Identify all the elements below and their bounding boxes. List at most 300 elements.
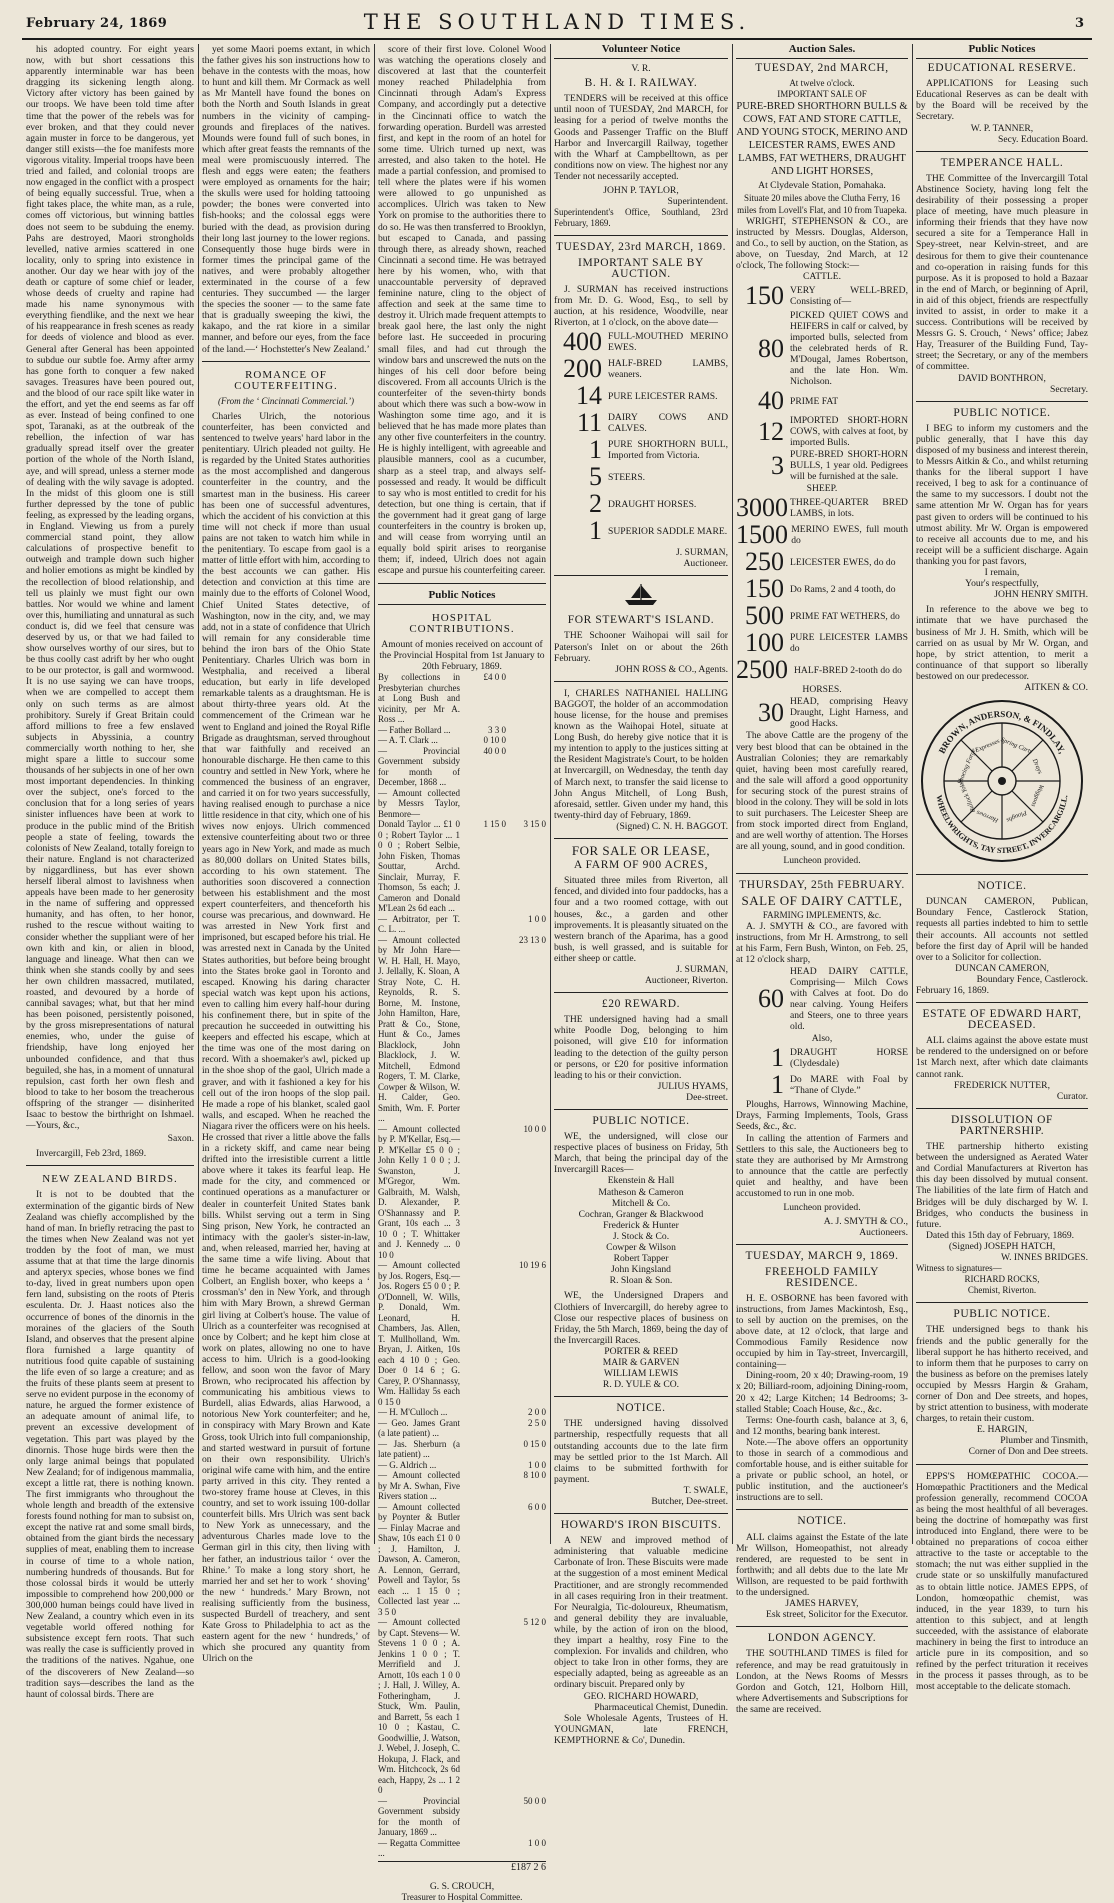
- subscription-row: [378, 1260, 546, 1407]
- notice-body: ALL claims against the Estate of the late Mr Willson, Homeopathist, not already rendered, are requested to be sent in forthwith; and all debts due to the late Mr Willson, are requested to be paid forthwith to the undersigned.: [736, 1531, 908, 1599]
- divider: [916, 1002, 1088, 1003]
- lot-description: HALF-BRED 2-tooth do do: [794, 664, 902, 676]
- license-notice: I, CHARLES NATHANIEL HALLING BAGGOT, the holder of an accommodation house license, for the house and premises known as the Waihopai Hotel, situate at Long Bush, do hereby give notice that it is my intention to apply to the justices sitting at the Resident Magistrate's Court, to be holden at Invercargill, on Wednesday, the tenth day of March next, to transfer the said license to John Angus Mitchell, of Long Bush, aforesaid, settler. Given under my hand, this twenty-third day of February, 1869.: [554, 687, 728, 821]
- lot-description: DAIRY COWS AND CALVES.: [608, 412, 728, 435]
- sale-lot: [736, 495, 908, 521]
- subscription-amount: [460, 1470, 506, 1502]
- lot-quantity: 1: [771, 1070, 784, 1100]
- notice-place-date: Superintendent's Office, Southland, 23rd February, 1869.: [554, 207, 728, 229]
- divider: [916, 1464, 1088, 1465]
- notice-signature-title: Auctioneer, Riverton.: [644, 975, 728, 987]
- sale-date: THURSDAY, 25th FEBRUARY.: [739, 878, 905, 891]
- sale-directions: Situate 20 miles above the Clutha Ferry, 16 miles from Lovell's Flat, and 10 from Tuapeka.: [737, 193, 907, 215]
- column-3: [374, 44, 550, 1902]
- subscription-item: — Amount collected by Messrs Taylor, Benmore—: [378, 787, 460, 819]
- auctioneer-name: J. SURMAN,: [676, 547, 728, 559]
- divider: [202, 361, 370, 362]
- notice-heading: FOR STEWART'S ISLAND.: [567, 614, 715, 627]
- sale-time: At twelve o'clock.: [789, 78, 855, 89]
- sale-implements: Ploughs, Harrows, Winnowing Machine, Drays, Farming Implements, Tools, Grass Seeds, &c., &c.: [736, 1099, 908, 1133]
- column-5: [732, 43, 912, 1715]
- sale-lot: [736, 1072, 908, 1098]
- notice-body: Situated three miles from Riverton, all fenced, and divided into four paddocks, has a four and a two roomed cottage, with out houses, &c., a garden and other improvements. It is pleasantly situated on the western branch of the Aparima, has a good bush, is well grassed, and is suitable for either sheep or cattle.: [554, 875, 728, 964]
- logo-bottom-text: WHEELWRIGHTS, TAY STREET, INVERCARGILL.: [934, 794, 1070, 856]
- column-6: [912, 43, 1092, 1693]
- notice-signature: G. S. CROUCH,: [429, 1880, 495, 1892]
- subscription-subtotal: 1 0 0: [528, 1459, 546, 1470]
- sale-lot: [736, 388, 908, 414]
- subscription-row: [378, 1407, 546, 1418]
- notice-heading: HOSPITAL CONTRIBUTIONS.: [409, 611, 515, 635]
- notice-heading: EDUCATIONAL RESERVE.: [927, 62, 1077, 75]
- subscription-row: [378, 1124, 546, 1261]
- lot-description: DRAUGHT HORSES.: [608, 498, 697, 510]
- notice-signature: JAMES HARVEY,: [785, 1598, 859, 1610]
- sale-lot: [736, 603, 908, 629]
- lot-quantity: 200: [563, 354, 602, 384]
- subscription-row: [378, 1439, 546, 1460]
- subscription-item: By collections in Presbyterian churches at Long Bush and vicinity, per Mr A. Ross ...: [378, 672, 460, 725]
- lot-quantity: 40: [758, 386, 784, 416]
- lot-description: THREE-QUARTER BRED LAMBS, in lots.: [790, 497, 908, 520]
- notice-heading: NOTICE.: [977, 880, 1027, 893]
- lot-quantity: 30: [758, 697, 784, 727]
- divider: [554, 575, 728, 576]
- notice-signature-title: Butcher, Dee-street.: [651, 1496, 728, 1507]
- divider: [916, 1302, 1088, 1303]
- notice-signature: JOHN P. TAYLOR,: [603, 185, 679, 197]
- notice-body: THE Schooner Waihopai will sail for Paterson's Inlet on or about the 26th February.: [554, 630, 728, 664]
- subscription-item: — Amount collected by Jos. Rogers, Esq.— Jos. Rogers £5 0 0 ; P. O'Donnell, W. Wills, P. Donald, Wm. Leonard, H. Chambers, Jas. Allen, T. Mullholland, Wm. Bryan, J. Aitken, 10s each 4 10 0 ; Geo. Doer 0 14 6 ; G. Carey, P. O'Shannassy, Wm. Halliday 5s each 0 15 0: [378, 1260, 461, 1407]
- lot-quantity: 100: [745, 628, 784, 658]
- divider: [554, 235, 728, 236]
- wheelwright-wheel-logo: [916, 697, 1088, 868]
- subscription-item: — Amount collected by Capt. Stevens— W. Stevens 1 0 0 ; A. Jenkins 1 0 0 ; T. Merrifield and J. Arnott, 10s each 1 0 0 ; J. Hall, J. Willey, A. Fotheringham, J. Stuck, Wm. Paulin, and Barrett, 5s each 1 10 0 ; Kastau, C. Goodwillie, J. Watson, J. Webel, J. Joseph, C. Hokupa, J. Flack, and Wm. Hitchcock, 2s 6d each, Happy, 2s ... 1 2 0: [378, 1617, 460, 1796]
- subscription-amount: [460, 1439, 506, 1460]
- divider: [554, 1109, 728, 1110]
- subscription-item: Donald Taylor ... £1 0 0 ; Robert Taylor ... 1 0 0 ; Robert Selbie, John Fisken, Thomas Souttar, Archd. Sinclair, Murray, F. Thomson, 5s each; J. Cameron and Donald M'Lean 2s 6d each ...: [378, 819, 460, 914]
- notice-body: THE undersigned having dissolved partnership, respectfully requests that all outstanding accounts due to the late firm may be settled prior to the 1st March. All claims to be submitted forthwith for payment.: [554, 1418, 728, 1485]
- issue-date: February 24, 1869: [26, 16, 168, 31]
- subscription-subtotal: 0 15 0: [523, 1438, 546, 1449]
- notice-heading: TEMPERANCE HALL.: [940, 156, 1064, 169]
- sale-terms: Terms: One-fourth cash, balance at 3, 6, and 12 months, bearing bank interest.: [736, 1414, 908, 1437]
- signatory-name: Frederick & Hunter: [603, 1219, 679, 1231]
- advert-body: A NEW and improved method of administering that valuable medicine Carbonate of Iron. These Biscuits were made at the suggestion of a most eminent Medical Practitioner, and are strongly recommended in all cases requiring Iron in their treatment. For Neuralgia, Tic-doloureux, Rheumatism, and general debility they are invaluable, while, by the action of iron on the blood, they impart a healthy, rosy Fine to the complexion. For invalids and children, who object to take Iron in other forms, they are especially adapted, being as agreeable as an ordinary biscuit. Prepared only by: [554, 1535, 728, 1691]
- lot-description: PRIME FAT: [790, 395, 839, 407]
- subscription-item: — Geo. James Grant (a late patient) ...: [378, 1417, 460, 1439]
- signatory-name: Ekenstein & Hall: [607, 1175, 675, 1187]
- logo-spoke-label: Waggons: [1029, 783, 1045, 808]
- subscription-subtotal: 8 10 0: [523, 1470, 546, 1481]
- notice-signature-title: Secretary.: [1050, 383, 1088, 395]
- divider: [378, 583, 546, 584]
- article-body: Charles Ulrich, the notorious counterfeiter, has been convicted and sentenced to twelve years' hard labor in the penitentiary. Ulrich pleaded not guilty. He is regarded by the United States authorities as the most accomplished and dangerous counterfeiter in the country, and the smartest man in the business. His career has been one of successful adventures, which the accident of his conviction at this time will not check if more than usual pains are not taken to watch him while in the penitentiary. To escape from gaol is a matter of little effort with him, according to the best accounts we can gather. His detection and conviction at this time are mainly due to the efforts of Colonel Wood, Chief United States detective, of Washington, now in the city, and, we may add, not in a state of confidence that Ulrich will remain for any considerable time behind the iron bars of the Ohio State Penitentiary. Charles Ulrich was born in Westphalia, and received a liberal education, but early in life developed remarkable talents as a draughtsman. He is about thirty-three years old. At the commencement of the Crimean war he went to England and joined the Royal Rifle Brigade as draughtsman, served throughout that war faithfully and received an honourable discharge. He then came to this country and settled in New York, where he commenced the business of an engraver, and carried it on for two years successfully, having realised enough to purchase a nice little residence in that city, which one of his wives now enjoys. Ulrich commenced extensive counterfeiting about two or three years ago in New York, and made as much as 80,000 dollars on United States bills, according to his own statement. The authorities soon discovered a connection between his establishment and the most expert counterfeiters, and thenceforth his course was precarious, and downward. He was arrested in New York first and imprisoned, but escaped before his trial. He was arrested next in Canada by the United States authorities, but before being brought into the States broke gaol in Toronto and escaped. Knowing his daring character special watch was kept upon his actions, even to calling him every half-hour during his confinement there, but in spite of the precaution he succeeded in outwitting his keepers and effected his escape, which at the time was one of the most daring on record. With a shoemaker's awl, picked up in the shoe shop of the gaol, Ulrich made a graver, and with it fashioned a key for his cell out of the iron hoops of the slop pail. He made a rope of his blanket, scaled gaol walls, and escaped. When he reached the Niagara river the officers were on his heels. He crossed that river a little above the falls in a rickety skiff, and came near being drifted into the irresistible current a little above where it takes its fearful leap. He made for the city, and commenced or continued operations as a manufacturer or dealer in counterfeit United States bank bills. Whilst serving out a term in Sing Sing prison, New York, he contracted an intimacy with the gaoler's sister-in-law, and, when released, married her, having at the same time a wife living. About that time he became acquainted with James Colbert, an English boxer, who keeps a ‘ crossman's’ den in New York, and through him with Mary Brown, a shrewd German girl living at Colbert's house. The value of Ulrich as a counterfeiter was recognised at once by Colbert; and he kept him close at work on plates, allowing no one to have access to him. Ulrich is a good-looking fellow, and soon won the favor of Mary Brown, who reciprocated his affection by communicating his ambitious views to Burdell, alias Edwards, alias Harwood, a notorious New York counterfeiter; and he, in conspiracy with Mary Brown and Kate Gross, took Ulrich into full companionship, and started westward in pursuit of fortune on their own responsibility. Ulrich's original wife came with him, and the entire party arrived in this city. They rented a two-storey frame house at Cleves, in this country, and set to work issuing 100-dollar counterfeit bills. Mrs Ulrich was sent back to New York as unnecessary, and the adventurous Charles made love to the German girl in this city, then living with her father, an industrious tailor ‘ over the Rhine.’ To make a long story short, he married her and set her to work ‘ shoving’ the new ‘ hundreds.’ Mary Brown, not realising sufficiently from the business, suspected Burdell of treachery, and sent Kate Gross to Philadelphia to act as the eastern agent for the new ‘ hundreds,’ of which she procured any quantity from Ulrich on the: [202, 410, 370, 1665]
- lot-quantity: 1500: [736, 520, 788, 550]
- notice-signature: DUNCAN CAMERON,: [955, 962, 1049, 974]
- witness-title: Chemist, Riverton.: [967, 1285, 1037, 1296]
- auctioneer-title: Auctioneer.: [683, 558, 728, 570]
- sale-lots: [736, 283, 908, 482]
- subscription-subtotal: 50 0 0: [523, 1795, 546, 1806]
- signatory-name: Cowper & Wilson: [606, 1242, 676, 1254]
- subscription-amount: [460, 1502, 506, 1618]
- notice-heading: B. H. & I. RAILWAY.: [584, 77, 698, 90]
- divider: [554, 838, 728, 839]
- lot-description: SUPERIOR SADDLE MARE.: [608, 525, 728, 537]
- sale-lot: [554, 518, 728, 544]
- signatory-name: R. Sloan & Son.: [609, 1275, 673, 1287]
- lot-quantity: 80: [758, 333, 784, 363]
- notice-heading: PUBLIC NOTICE.: [592, 1115, 690, 1127]
- notice-body: WE, the undersigned, will close our respective places of business on Friday, 5th March, that being the principal day of the Invercargill Races—: [554, 1131, 728, 1176]
- notice-heading: DISSOLUTION OF PARTNERSHIP.: [950, 1113, 1053, 1137]
- notice-heading: PUBLIC NOTICE.: [953, 1308, 1051, 1321]
- subscription-amount: [460, 935, 506, 1124]
- notice-date: Dated this 15th day of February, 1869.: [926, 1229, 1075, 1241]
- subscription-subtotal: [506, 672, 546, 725]
- ship-icon: [554, 582, 728, 611]
- lot-description: Do Rams, 2 and 4 tooth, do: [790, 583, 896, 595]
- notice-signature: FREDERICK NUTTER,: [954, 1079, 1050, 1091]
- lot-description: MERINO EWES, full mouth do: [791, 524, 908, 547]
- subscription-amount: £4 0 0: [483, 672, 506, 683]
- notice-heading: HOWARD'S IRON BISCUITS.: [560, 1519, 722, 1532]
- subscription-row: [378, 1418, 546, 1439]
- signatory-name: WILLIAM LEWIS: [603, 1368, 679, 1380]
- lot-description: PRIME FAT WETHERS, do: [790, 610, 900, 622]
- signatory-name: PORTER & REED: [604, 1345, 678, 1357]
- lot-description: HEAD, comprising Heavy Draught, Light Harness, and good Hacks.: [790, 696, 908, 730]
- subscription-subtotal: [506, 746, 546, 788]
- article-body: yet some Maori poems extant, in which the father gives his son instructions how to behave in the contests with the moas, how to hunt and kill them. Mr Cormack as well as Mr Mantell have found the bones on both the North and South Islands in great numbers in the vicinity of camping-grounds and fireplaces of the natives. Mounds were found full of such bones, in which after great feasts the remnants of the meal were promiscuously interred. The flesh and eggs were eaten; the feathers were employed as ornaments for the hair; the skulls were used for holding tattooing powder; the bones were converted into fish-hooks; and the colossal eggs were buried with the dead, as provision during their long last journey to the lower regions. Consequently those huge birds were in former times the principal game of the natives, and were probably altogether exterminated in the course of a few centuries. They succumbed — the larger the species the sooner — to the same fate that is gradually sweeping the kiwi, the kakapo, and the rat kiore in a similar manner, and before our eyes, from the face of the land.—‘ Hochstetter's New Zealand.’: [202, 44, 370, 355]
- notice-signature-title: Corner of Don and Dee streets.: [968, 1446, 1088, 1458]
- section-heading: Volunteer Notice: [554, 44, 728, 59]
- sale-lot: [736, 1045, 908, 1071]
- divider: [554, 681, 728, 682]
- column-2: [198, 44, 374, 1665]
- subscription-row: [378, 1470, 546, 1502]
- divider: [26, 1165, 194, 1166]
- lot-quantity: 150: [745, 574, 784, 604]
- lot-quantity: 14: [576, 381, 602, 411]
- lot-description: PICKED QUIET COWS and HEIFERS in calf or calved, by imported bulls, selected from the celebrated herds of R. M'Dougal, James Robertson, and the late Hon. Wm. Nicholson.: [790, 310, 908, 388]
- lot-description: FULL-MOUTHED MERINO EWES.: [608, 331, 728, 354]
- letter-body: his adopted country. For eight years now, with but short cessations this apparently interminable war has been dragging its sickening length along. Victory after victory has been gained by our troops. We have been told time after time that the power of the rebels was for ever broken, and that they could never again muster in force to be dangerous, yet danger still exists—the foe manifests more vigorous vitality. Imperial troops have been tried and failed, and colonial troops are now engaged in the conflict with a prospect of being equally successful. True, when a fight takes place, the white man, as a rule, comes off victorious, but winning battles does not seem to be subduing the enemy. Pahs are destroyed, Maori strongholds levelled, native armies scattered in one locality, only to spring into existence in another. Our day we hear with joy of the death or capture of some chief or leader, whose deeds of cruelty and rapine had made his name synonymous with everything fiendlike, and the next we hear of his reappearance in fresh scenes as ready for deeds of violence and blood as ever. General after General has been appointed to subdue our subtle foe. Army after army has gone forth to conquer a few naked savages. Treasures have been poured out, and the blood of our race spilt like water in the effort, and yet the end seems as far off as ever. Instead of being confined to one spot, Taranaki, as at the outbreak of the rebellion, the infection of war has gradually spread itself over the greater portion of the whole of the North Island, aye, and will spread, unless a sterner mode of dealing with the wily savage is adopted. In the midst of this gloom one is still further depressed by the tone of public feeling, as expressed by the leading organs, in England. Viewing us from a purely commercial stand point, they allow calculations of prospective benefit to outweigh and trample down such higher and holier emotions as might be kindled by the recollection of blood relationship, and tell us plainly we must fight our own battles. Nor would we whine and lament over this, humiliating and unnatural as such conduct is, did we feel that censure was deserved by us, or that we had failed to show ourselves worthy of our sires, but to be thus coolly cast adrift by her who ought to be our protector, is gall and wormwood. It is no use saying we can have troops, when we are compelled to accept them only on such terms as are almost prohibitory. Surely if Great Britain could afford millions to free a few enslaved subjects in Abyssinia, a country commercially worth nothing to her, she might spare a little to succour some thousands of her subjects in one of her own most important dependencies. In thinking over the subject, one's forced to the conclusion that for a long series of years sinister influences have been at work to produce in the public mind of the British people a state of feeling, towards the colonists of New Zealand, totally foreign to their nature. England is not characterized by niggardliness, but has ever shown herself liberal almost to lavishness when appeals have been made to her generosity in the name of suffering and oppressed humanity, and has often, to her honor, rushed to the rescue without waiting to consider whether the suppliant were of her own kith and kin, or alien in blood, language and lineage. What then can we think when she stands coolly by and sees her own children massacred, mutilated, roasted, and devoured by a horde of cannibal savages; what, but that her mind has been poisoned, persistently poisoned, by the gross misrepresentations of natural enemies, who, under the guise of friendship, have long enjoyed her unbounded confidence, and that thus beguiled, she has, in a moment of unnatural repulsion, cast forth her own flesh and blood to take to her bosom the treacherous offspring of the stranger — disinherited Isaac to bestow the birthright on Ishmael.—Yours, &c.,: [26, 44, 194, 1132]
- lot-quantity: 250: [745, 547, 784, 577]
- divider: [916, 151, 1088, 152]
- lot-description: PURE LEICESTER RAMS.: [608, 390, 718, 402]
- subscription-item: — Arbitrator, per T. C. L. ...: [378, 913, 460, 935]
- subscription-row: [378, 914, 546, 935]
- sale-lots: [736, 495, 908, 683]
- divider: [554, 992, 728, 993]
- subscription-table: [378, 672, 546, 1859]
- notice-signature: E. HARGIN,: [976, 1424, 1028, 1436]
- subscription-row: [378, 746, 546, 788]
- signatory-name: Matheson & Cameron: [598, 1186, 684, 1198]
- subscription-item: — Provincial Government subsidy for month of December, 1868 ...: [378, 745, 460, 788]
- lot-quantity: 60: [758, 984, 784, 1014]
- newspaper-title: THE SOUTHLAND TIMES.: [363, 10, 751, 34]
- lot-description: PURE LEICESTER LAMBS do: [790, 632, 908, 655]
- subscription-amount: [460, 788, 506, 820]
- notice-signature-title: Secy. Education Board.: [998, 133, 1088, 145]
- notice-signature: AITKEN & CO.: [1024, 681, 1088, 693]
- lot-quantity: 150: [745, 281, 784, 311]
- logo-spoke-label: Harrows: [975, 808, 1000, 824]
- signatory-list: [554, 1175, 728, 1286]
- article-body: score of their first love. Colonel Wood was watching the operations closely and discovered at last that the counterfeit money reached Philadelphia from Cincinnati through Adam's Express Company, and accordingly put a detective in the Cincinnati office to watch the forwarding operation. Burdell was arrested first, and kept in the room of an hotel for some time. Ulrich turned up next, was arrested, and also taken to the hotel. He made a partial confession, and promised to tell where the plates were if his women were allowed to go unpunished as accomplices. Ulrich was taken to New York on promise to the authorities there to do so. He was then transferred to Brooklyn, but escaped to Canada, and passing through there, as already shown, reached Cincinnati a second time. He was betrayed here by his women, who, with that unaccountable perversity of depraved feminine nature, cling to the object of affection and seek at the same time to destroy it. Ulrich made frequent attempts to break gaol here, the last only the night before last. He succeeded in procuring small files, and had cut through the window bars and unscrewed the nuts on the hinges of his cell door before being discovered. From all accounts Ulrich is the counterfeiter of the seven-thirty bonds about which there was such a bow-wow in Washington some time ago, and it is believed that he has made more plates than any other five counterfeiters in the country. He is highly intelligent, with agreeable and plausible manners, cool as a cucumber, sharp as a steel trap, and always self-possessed and ready. It would be difficult to say who is most entitled to credit for his detection, but one thing is certain, that if the government had it great gang of large counterfeiters in the country is broken up, and will cease from worrying until an equally bold spirit arises to reorganise them; if, indeed, Ulrich does not again escape and pursue his counterfeiting career.: [378, 44, 546, 577]
- sale-lot: [554, 410, 728, 436]
- subscription-amount: 1 15 0: [483, 819, 506, 830]
- notice-signature: T. SWALE,: [683, 1484, 728, 1496]
- logo-spoke-label: Drays: [1030, 757, 1044, 776]
- notice-signature: GEO. RICHARD HOWARD,: [583, 1690, 699, 1702]
- subscription-row: [378, 935, 546, 1124]
- lot-description: DRAUGHT HORSE (Clydesdale): [790, 1047, 908, 1070]
- subscription-amount: 0 10 0: [483, 735, 506, 746]
- lot-quantity: 400: [563, 327, 602, 357]
- notice-signature-title: Pharmaceutical Chemist, Dunedin.: [594, 1701, 728, 1713]
- notice-signature: J. SURMAN,: [676, 963, 728, 975]
- divider: [916, 401, 1088, 402]
- subscription-subtotal: 1 0 0: [528, 1837, 546, 1848]
- sale-date: TUESDAY, 23rd MARCH, 1869.: [555, 241, 727, 254]
- notice-signature: (Signed) JOSEPH HATCH,: [948, 1240, 1056, 1252]
- lot-category: HORSES.: [802, 684, 842, 696]
- subscription-item: — Amount collected by P. M'Kellar, Esq.— P. M'Kellar £5 0 0 ; John Kelly 1 0 0 ; J. Swanston, J. M'Gregor, Wm. Galbraith, M. Walsh, D. Alexander, P. O'Shannassy and P. Grant, 10s each ... 3 10 0 ; T. Whittaker and J. Kennedy ... 0 10 0: [378, 1123, 460, 1260]
- signatory-list: [554, 1346, 728, 1390]
- notice-closing: I remain,: [984, 567, 1020, 579]
- subscription-amount: [460, 1260, 506, 1407]
- subscription-amount: 40 0 0: [483, 745, 506, 756]
- sale-heading: IMPORTANT SALE BY AUCTION.: [578, 256, 704, 280]
- sale-subtitle: FARMING IMPLEMENTS, &c.: [762, 909, 882, 920]
- sale-lot: [736, 522, 908, 548]
- subscription-item: — Father Bollard ...: [378, 724, 451, 735]
- subscription-row: [378, 725, 546, 736]
- subscription-subtotal: [506, 725, 546, 736]
- advert-body: EPPS'S HOMŒPATHIC COCOA.—Homœpathic Practitioners and the Medical profession generally, recommend COCOA as being the most healthful of all beverages. being the doctrine of homœpathy was first introduced into England, there were to be obtained no preparations of cocoa either attractive to the taste or acceptable to the stomach; the nut was either supplied in the crude state or so unskilfully manufactured as to obtain little notice. JAMES EPPS, of London, homœopathic chemist, was induced, in the year 1839, to turn his attention to this subject, and at length succeeded, with the assistance of elaborate machinery in being the first to introduce an article pure in its composition, and so refined by the perfect trituration it receives in the process it passes through, as to be most acceptable to the delicate stomach.: [916, 1470, 1088, 1693]
- signatory-name: MAIR & GARVEN: [602, 1356, 680, 1368]
- sale-lot: [554, 383, 728, 409]
- divider: [736, 1626, 908, 1627]
- subscription-subtotal: 23 13 0: [519, 934, 546, 945]
- subscription-row: [378, 1502, 546, 1618]
- subscription-item: — Amount collected by Poynter & Butler— Finlay Macrae and Shaw, 10s each £1 0 0 ; J. Hamilton, J. Dawson, A. Cameron, A. Lennon, Gerrard, Powell and Taylor, 5s each ... 1 15 0 ; Collected last year ... 3 5 0: [378, 1501, 460, 1617]
- notice-signature: W. INNES BRIDGES.: [1000, 1251, 1088, 1263]
- subscription-amount: [460, 1124, 506, 1261]
- lot-quantity: 2: [589, 489, 602, 519]
- subscription-subtotal: [506, 735, 546, 746]
- subscription-row: [378, 735, 546, 746]
- subscription-subtotal: 10 0 0: [523, 1123, 546, 1134]
- signatory-name: Mitchell & Co.: [611, 1197, 671, 1209]
- sale-luncheon: Luncheon provided.: [783, 855, 861, 867]
- notice-body: WE, the Undersigned Drapers and Clothiers of Invercargill, do hereby agree to Close our respective places of business on Friday, the 5th March, 1869, being the day of the Invercargill Races.: [554, 1290, 728, 1346]
- notice-signature-title: Superintendent.: [667, 196, 728, 208]
- notice-heading: £20 REWARD.: [601, 998, 681, 1011]
- divider: [916, 1108, 1088, 1109]
- lot-description: PURE SHORTHORN BULL, Imported from Victoria.: [608, 439, 728, 462]
- lot-quantity: 500: [745, 601, 784, 631]
- sale-rooms: Dining-room, 20 x 40; Drawing-room, 19 x 20; Billiard-room, adjoining Dining-room, 20 x 42; Large Kitchen; 14 Bedrooms; 3-stalled Stable; Coach House, &c., &c.: [736, 1370, 908, 1415]
- subscription-total: £187 2 6: [378, 1861, 546, 1873]
- auctioneer-title: Auctioneers.: [859, 1227, 908, 1239]
- subscription-item: — Amount collected by Mr A. Swhan, Five Rivers station ...: [378, 1470, 460, 1502]
- notice-subheading: A FARM OF 900 ACRES,: [573, 859, 709, 872]
- lot-category: CATTLE.: [802, 271, 842, 283]
- sale-lot: [736, 630, 908, 656]
- subscription-amount: [460, 1418, 506, 1439]
- notice-body: THE partnership hitherto existing between the undersigned as Aerated Water and Cordial Manufacturers at Riverton has this day been dissolved by mutual consent. The liabilities of the late firm of Hatch and Bridges will be duly discharged by W. I. Bridges, who conducts the business in future.: [916, 1141, 1088, 1230]
- sale-date: TUESDAY, 2nd MARCH,: [755, 62, 889, 75]
- notice-intro: Amount of monies received on account of the Provincial Hospital from 1st January to 20th February, 1869.: [379, 638, 545, 672]
- sale-lot: [736, 449, 908, 482]
- lot-description: HEAD DAIRY CATTLE, Comprising— Milch Cows with Calves at foot. Do do near calving. Young Heifers and Steers, one to three years old.: [790, 966, 908, 1033]
- sale-description: The above Cattle are the progeny of the very best blood that can be obtained in the Australian Colonies; they are remarkably quiet, having been most carefully reared, and the sale will afford a good opportunity for securing stock of the purest strains of blood in the colony. They will be sold in lots to suit purchasers. The Leicester Sheep are from stock imported direct from England, and are well worthy of attention. The Horses are all young, sound, and in good condition.: [736, 730, 908, 853]
- lot-quantity: 1: [589, 435, 602, 465]
- lot-description: STEERS.: [608, 471, 646, 483]
- sale-location: At Clydevale Station, Pomahaka.: [758, 180, 886, 192]
- notice-body: THE Committee of the Invercargill Total Abstinence Society, having long felt the desirability of their possessing a proper place of meeting, have much pleasure in informing their friends that they have now secured a site for a Temperance Hall in Spey-street, near Kelvin-street, and are desirous for them to give their countenance and co-operation in raising funds for this purpose. As it is proposed to hold a Bazaar in the end of March, or beginning of April, in aid of this object, friends are respectfully invited to assist, in order to make it a success. Contributions will be received by Messrs G. S. Crouch, ‘ News’ office; Jabez Hay, Treasurer of the Building Fund, Tay-street; the Secretary, or any of the members of committee.: [916, 172, 1088, 373]
- sale-lot: [554, 356, 728, 382]
- notice-signature: JULIUS HYAMS,: [657, 1080, 728, 1092]
- notice-signature: (Signed) C. N. H. BAGGOT.: [616, 820, 728, 832]
- notice-body: APPLICATIONS for Leasing such Educational Reserves as can be dealt with by the Board will be received by the Secretary.: [916, 78, 1088, 123]
- subscription-subtotal: 2 0 0: [528, 1407, 546, 1418]
- advert-agents: Sole Wholesale Agents, Trustees of H. YOUNGMAN, late FRENCH, KEMPTHORNE & Co', Dunedin.: [554, 1712, 728, 1746]
- subscription-subtotal: 5 12 0: [523, 1617, 546, 1628]
- sale-lots: [554, 329, 728, 544]
- subscription-subtotal: 3 15 0: [523, 819, 546, 830]
- notice-heading: FOR SALE OR LEASE,: [571, 843, 711, 859]
- sale-intro: H. E. OSBORNE has been favored with instructions, from James Mackintosh, Esq., to sell by auction on the premises, on the above date, at 12 o'clock, that large and Commodious Family Residence now occupied by him in Tay-street, Invercargill, containing—: [736, 1292, 908, 1371]
- divider: [554, 1513, 728, 1514]
- signatory-name: Robert Tapper: [613, 1253, 669, 1265]
- lot-quantity: 3: [771, 450, 784, 480]
- sale-also: Also,: [811, 1033, 833, 1045]
- sale-intro: A. J. SMYTH & CO., are favored with instructions, from Mr H. Armstrong, to sell at his Farm, Fern Bush, Winton, on Feb. 25, at 12 o'clock sharp,: [736, 920, 908, 966]
- sale-lot: [736, 549, 908, 575]
- signatory-name: R. D. YULE & CO.: [602, 1379, 680, 1391]
- notice-signature: W. P. TANNER,: [970, 122, 1034, 134]
- divider: [916, 874, 1088, 875]
- notice-body: DUNCAN CAMERON, Publican, Boundary Fence, Castlerock Station, requests all parties indebted to him to settle their accounts. All accounts not settled before the first day of April will be handed over to a Solicitor for collection.: [916, 896, 1088, 963]
- notice-signature-title: Boundary Fence, Castlerock.: [976, 973, 1088, 985]
- royal-cipher: V. R.: [631, 63, 651, 75]
- sale-lot: [554, 437, 728, 463]
- subscription-subtotal: 6 0 0: [528, 1501, 546, 1512]
- sale-title: PURE-BRED SHORTHORN BULLS & COWS, FAT AND STORE CATTLE, AND YOUNG STOCK, MERINO AND LEICESTER RAMS, EWES AND LAMBS, FAT WETHERS, DRAUGHT AND LIGHT HORSES,: [736, 101, 908, 178]
- lot-description: PURE-BRED SHORT-HORN BULLS, 1 year old. Pedigrees will be furnished at the sale.: [790, 449, 908, 483]
- subscription-row: [378, 819, 546, 914]
- subscription-item: — Jas. Sherburn (a late patient) ...: [378, 1438, 460, 1460]
- sale-note: Note.—The above offers an opportunity to those in search of a commodious and comfortable house, and is either suitable for a private or public school, an hotel, or public institution, and the auctioneer's instructions are to sell.: [736, 1436, 908, 1504]
- sale-title: FREEHOLD FAMILY RESIDENCE.: [764, 1265, 879, 1289]
- sale-kicker: IMPORTANT SALE OF: [777, 89, 867, 100]
- subscription-amount: [460, 1407, 506, 1418]
- subscription-subtotal: 10 19 6: [519, 1260, 546, 1271]
- sale-lot: [554, 464, 728, 490]
- notice-heading: NOTICE.: [797, 1515, 847, 1528]
- sale-lot: [736, 415, 908, 448]
- sale-lot: [736, 310, 908, 387]
- lot-quantity: 1: [771, 1043, 784, 1073]
- section-heading: Public Notices: [378, 590, 546, 605]
- sale-lot: [554, 329, 728, 355]
- subscription-amount: [460, 914, 506, 935]
- lot-description: Do MARE with Foal by “Thane of Clyde.”: [790, 1074, 908, 1097]
- article-body: It is not to be doubted that the extermination of the gigantic birds of New Zealand was chiefly accomplished by the hand of man. In briefly retracing the past to the times when New Zealand was not yet trodden by the foot of man, we must assume that at that time the large dinornis and apteryx species, whose bones we find to-day, lived in great numbers upon open fern land, subsisting on the roots of Pteris esculenta. Dr. J. Haast notices also the occurrence of bones of the dinornis in the moraines of the glaciers of the South Island, and observes that the present alpine flora furnished a large quantity of nutritious food quite capable of sustaining the life even of so large a creature; and as the fruits of these plants seem at present to serve no evident purpose in the economy of nature, he argued the former existence of an adequate amount of animal life, to prevent an excessive development of vegetation. This part was played by the dinornis. Those huge birds were then the only large animal beings that populated New Zealand; for of indigenous mammalia, except a little rat, there is nothing known. The first immigrants who throughout the whole length and breadth of the extensive forests found nothing for man to subsist on, except the native rat and some small birds, obtained from the giant birds the necessary supplies of meat, enabling them to increase in course of time to a whole nation, numbering hundreds of thousands. But for those colossal birds it would be utterly impossible to comprehend how 200,000 or 300,000 human beings could have lived in New Zealand, a country which even in its vegetable world offered nothing for subsistence except fern roots. That such was really the case is sufficiently proved in the traditions of the natives. Ngahue, one of the discoverers of New Zealand—so tradition says—describes the land as the haunt of colossal birds. There are: [26, 1189, 194, 1700]
- notice-signature: JOHN ROSS & CO., Agents.: [615, 663, 728, 675]
- subscription-amount: [460, 1617, 506, 1796]
- subscription-row: [378, 1796, 546, 1838]
- divider: [554, 1396, 728, 1397]
- section-heading: Auction Sales.: [736, 44, 908, 59]
- divider: [736, 1509, 908, 1510]
- logo-top-text: BROWN, ANDERSON, & FINDLAY,: [936, 709, 1068, 756]
- subscription-amount: 3 3 0: [488, 724, 506, 735]
- lot-description: HALF-BRED LAMBS, weaners.: [608, 358, 728, 381]
- sale-description: In calling the attention of Farmers and Settlers to this sale, the Auctioneers beg to state they are authorised by Mr Armstrong to announce that the cattle are perfectly quiet and healthy, and have been accustomed to run in one mob.: [736, 1132, 908, 1200]
- article-heading: ROMANCE OF COUTERFEITING.: [234, 368, 338, 392]
- logo-spoke-label: Ploughs: [1005, 808, 1028, 824]
- signatory-name: J. Stock & Co.: [612, 1230, 670, 1242]
- lot-quantity: 1: [589, 516, 602, 546]
- subscription-amount: [460, 1838, 506, 1859]
- subscription-item: — G. Aldrich ...: [378, 1459, 437, 1470]
- subscription-item: — Provincial Government subsidy for the month of January, 1869 ...: [378, 1795, 460, 1838]
- sale-lot: [736, 283, 908, 309]
- sale-lot: [736, 696, 908, 729]
- tender-notice: TENDERS will be received at this office until noon of TUESDAY, 2nd MARCH, for leasing for a period of twelve months the Goods and Passenger Traffic on the Bluff Harbor and Invercargill Railway, together with the Wharf at Campbelltown, as per conditions now on view. The highest nor any Tender not necessarily accepted.: [554, 93, 728, 182]
- lot-quantity: 12: [758, 416, 784, 446]
- subscription-item: — Regatta Committee ...: [378, 1837, 460, 1859]
- subscription-amount: [460, 1460, 506, 1471]
- notice-body: I BEG to inform my customers and the public generally, that I have this day disposed of my business and interest therein, to Messrs Aitkin & Co., and whilst returning thanks for the liberal support I have received, I beg to ask for a continuance of the same to my successors. I doubt not the same attention Mr W. Organ has for years past given to orders will be continued to his utmost ability. Mr W. Organ is empowered to receive all accounts due to me, and his receipt will be a sufficient discharge. Again thanking you for past favors,: [916, 422, 1088, 567]
- lot-category: SHEEP.: [806, 483, 838, 495]
- article-heading: NEW ZEALAND BIRDS.: [42, 1173, 178, 1186]
- column-4: [550, 43, 732, 1746]
- sale-lot: [554, 491, 728, 517]
- logo-spoke-label: Spring Carts: [999, 736, 1034, 756]
- signatory-name: Cochran, Granger & Blackwood: [578, 1208, 704, 1220]
- lot-description: VERY WELL-BRED, Consisting of—: [790, 285, 908, 308]
- notice-signature: JOHN HENRY SMITH.: [994, 589, 1088, 601]
- article-source: (From the ‘ Cincinnati Commercial.’): [217, 395, 355, 406]
- notice-date: February 16, 1869.: [916, 985, 990, 996]
- logo-spoke-label: Expresses: [974, 737, 1001, 755]
- notice-body: ALL claims against the above estate must be rendered to the undersigned on or before 1st March next, after which date claimants cannot rank.: [916, 1035, 1088, 1080]
- witness-label: Witness to signatures—: [916, 1263, 1002, 1274]
- lot-description: LEICESTER EWES, do do: [790, 556, 896, 568]
- notice-signature-title: Esk street, Solicitor for the Executor.: [765, 1609, 908, 1621]
- masthead-rule: [22, 38, 1092, 40]
- subscription-subtotal: 2 5 0: [528, 1417, 546, 1428]
- notice-heading: ESTATE OF EDWARD HART, DECEASED.: [922, 1008, 1082, 1032]
- notice-heading: NOTICE.: [616, 1402, 666, 1415]
- subscription-subtotal: 1 0 0: [528, 913, 546, 924]
- subscription-item: — Amount collected by Mr John Hare— W. H. Hall, H. Mayo, J. Jellally, K. Sloan, A Stray Note, C. H. Reynolds, R. S. Borne, M. Instone, John Hamilton, Hare, Pratt & Co., Stone, Hunt & Co., James Blacklock, John Blacklock, J. W. Mitchell, Edmond Rogers, T. M. Clarke, Cowper & Wilson, W. H. Calder, Geo. Smith, Wm. F. Porter ...: [378, 934, 460, 1124]
- sale-luncheon: Luncheon provided.: [783, 1202, 861, 1214]
- subscription-row: [378, 788, 546, 820]
- notice-body: THE SOUTHLAND TIMES is filed for reference, and may be read gratuitously in London, at the News Rooms of Messrs Gordon and Gotch, 121, Holborn Hill, where Advertisements and Subscriptions for the same are received.: [736, 1648, 908, 1715]
- divider: [736, 1244, 908, 1245]
- lot-quantity: 2500: [736, 655, 788, 685]
- sale-title: SALE OF DAIRY CATTLE,: [741, 892, 903, 908]
